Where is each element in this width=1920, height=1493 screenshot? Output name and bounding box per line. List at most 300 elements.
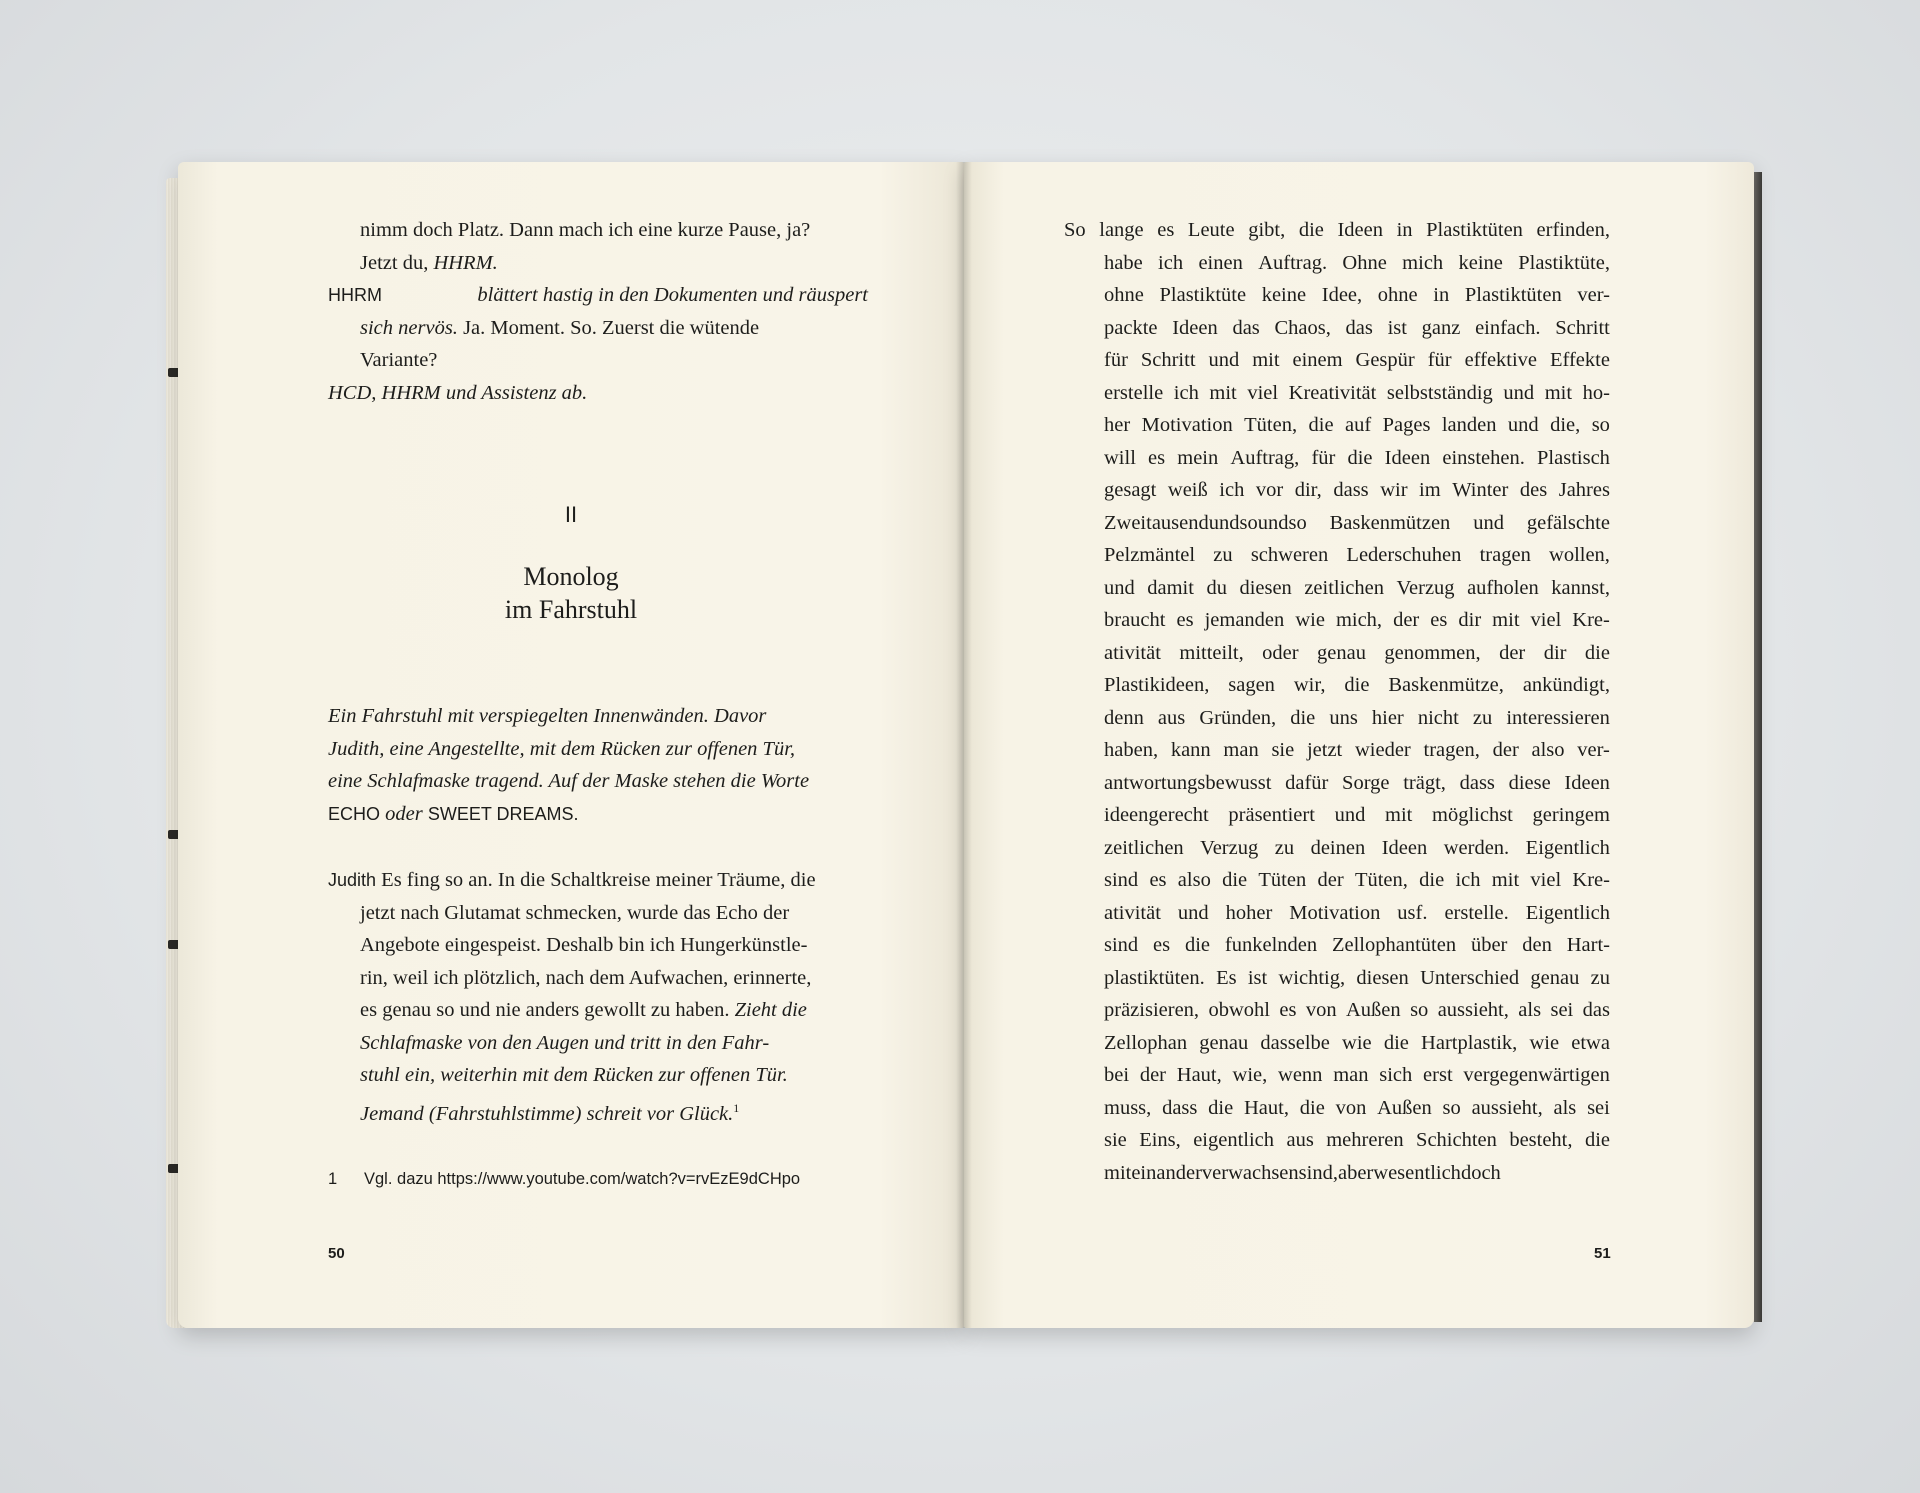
word: möglichst	[1432, 804, 1513, 826]
word: einfach.	[1475, 316, 1541, 339]
footnote	[328, 1170, 800, 1189]
word: ideengerecht	[1104, 804, 1209, 826]
left-page	[178, 162, 964, 1328]
word: zeitlichen	[1304, 576, 1384, 599]
word: zu	[1472, 706, 1493, 729]
word: die	[1308, 414, 1334, 436]
word: viel	[1247, 381, 1279, 404]
word: ist	[1387, 316, 1407, 339]
word: usf.	[1397, 901, 1428, 924]
word: die	[1347, 446, 1373, 469]
word: die	[1383, 1031, 1409, 1054]
text-line	[1104, 1059, 1610, 1092]
word: so	[1410, 999, 1429, 1021]
word: tragen,	[1423, 739, 1480, 761]
word: sind	[1104, 869, 1139, 891]
word: dafür	[1285, 771, 1329, 794]
left-page-text	[328, 214, 868, 409]
word: besteht,	[1509, 1129, 1573, 1151]
text-line	[1104, 929, 1610, 962]
word: und	[1473, 511, 1504, 534]
text-line: jetzt nach Glutamat schmecken, wurde das Echo der	[360, 901, 790, 924]
text-line	[1104, 702, 1610, 735]
word: viel	[1530, 869, 1562, 891]
word: aussieht,	[1471, 1096, 1543, 1119]
text-line	[1104, 539, 1610, 572]
word: diesen	[1239, 576, 1292, 599]
word: es	[1430, 609, 1448, 631]
word: erst	[1423, 1064, 1453, 1086]
word: Außen	[1377, 1096, 1432, 1119]
word: also	[1531, 739, 1565, 761]
word: Leute	[1187, 219, 1235, 241]
text-line: Jemand (Fahrstuhlstimme) schreit vor Glück.$^1$	[360, 1100, 740, 1125]
word: das	[1582, 999, 1610, 1021]
word: dir	[1543, 641, 1567, 664]
text-line	[1104, 604, 1610, 637]
exit-direction: HCD, HHRM und Assistenz ab.	[328, 381, 588, 404]
word: vergegenwärtigen	[1463, 1064, 1610, 1086]
word: Eins,	[1139, 1129, 1181, 1151]
word: die	[1584, 641, 1610, 664]
word: gefälschte	[1526, 511, 1610, 534]
word: keine	[1458, 251, 1503, 274]
text-line	[1104, 669, 1610, 702]
word: Kreativität	[1288, 381, 1377, 404]
word: in	[1433, 284, 1450, 306]
word: Gespür	[1355, 349, 1415, 371]
word: Es	[1216, 966, 1237, 989]
word: doch	[1460, 1161, 1501, 1184]
word: der	[1492, 739, 1519, 761]
word: Hart-	[1566, 934, 1610, 956]
monologue	[328, 864, 858, 1130]
word: man	[1333, 1064, 1369, 1086]
word: Plastiktüten	[1426, 219, 1523, 241]
word: Ideen	[1564, 771, 1610, 794]
word: Schichten	[1416, 1129, 1497, 1151]
footnote-number: 1	[328, 1170, 338, 1188]
text-line	[1104, 832, 1610, 865]
word: so	[1442, 1096, 1461, 1119]
word: etwa	[1571, 1031, 1610, 1054]
word: auf	[1344, 414, 1372, 436]
text-line	[1104, 377, 1610, 410]
word: und	[1507, 414, 1539, 436]
word: eigentlich	[1193, 1129, 1275, 1151]
word: Plastiktüte,	[1518, 251, 1610, 274]
word: und	[1208, 349, 1240, 371]
word: Tüten	[1258, 869, 1307, 891]
word: genau	[1317, 641, 1366, 664]
word: dass	[1459, 771, 1495, 794]
word: her	[1104, 414, 1131, 436]
open-book	[178, 162, 1748, 1328]
word: Haut,	[1243, 1096, 1289, 1119]
word: der	[1393, 609, 1420, 631]
word: Zellophantüten	[1331, 934, 1457, 956]
word: Außen	[1346, 999, 1401, 1021]
word: wieder	[1354, 739, 1411, 761]
word: weiß	[1167, 479, 1208, 501]
word: die	[1298, 219, 1324, 241]
stage-direction: sich nervös.	[360, 316, 458, 339]
word: jetzt	[1306, 739, 1343, 761]
word: es	[1157, 219, 1175, 241]
word: Plastikideen,	[1104, 674, 1210, 696]
word: aus	[1157, 706, 1186, 729]
word: präsentiert	[1228, 804, 1315, 826]
word: genommen,	[1384, 641, 1481, 664]
word: Baskenmütze,	[1388, 674, 1504, 696]
word: und	[1104, 576, 1135, 599]
word: mit	[1491, 869, 1520, 891]
word: So	[1064, 219, 1086, 241]
word: mit	[1209, 381, 1237, 404]
stage-line: eine Schlafmaske tragend. Auf der Maske stehen die Worte	[328, 770, 810, 792]
word: einen	[1198, 251, 1243, 274]
word: sind	[1104, 934, 1139, 956]
word: ativität	[1104, 901, 1161, 924]
stage-line: Ein Fahrstuhl mit verspiegelten Innenwänden. Davor	[328, 705, 767, 727]
word: und	[1177, 901, 1209, 924]
stage-line: Judith, eine Angestellte, mit dem Rücken zur offenen Tür,	[328, 737, 796, 760]
word: als	[1518, 999, 1542, 1021]
word: viel	[1530, 609, 1562, 631]
word: sie	[1104, 1129, 1127, 1151]
word: Pages	[1382, 414, 1431, 436]
word: mit	[1252, 349, 1280, 371]
word: aus	[1286, 1129, 1314, 1151]
word: interessieren	[1506, 706, 1610, 729]
word: Chaos,	[1274, 316, 1331, 339]
word: Tüten,	[1244, 414, 1298, 436]
word: von	[1335, 1096, 1367, 1119]
text-line: nimm doch Platz. Dann mach ich eine kurze Pause, ja?	[360, 219, 811, 241]
text-line	[1104, 247, 1610, 280]
word: genau	[1199, 1031, 1249, 1054]
word: mein	[1177, 446, 1219, 469]
stage-line: ECHO oder SWEET DREAMS.	[328, 802, 579, 825]
word: die	[1184, 934, 1211, 956]
text-line	[1104, 474, 1610, 507]
word: für	[1311, 446, 1336, 469]
word: Effekte	[1550, 349, 1610, 371]
word: dass	[1162, 1096, 1198, 1119]
word: ohne	[1104, 284, 1144, 306]
text-line	[1104, 1092, 1610, 1125]
word: als	[1553, 1096, 1577, 1119]
word: werden.	[1443, 836, 1510, 859]
footnote-marker: 1	[733, 1100, 740, 1115]
word: Zweitausendundsoundso	[1104, 511, 1307, 534]
word: Tüten,	[1354, 869, 1408, 891]
word: mit	[1385, 804, 1413, 826]
word: es	[1149, 869, 1167, 891]
right-page	[964, 162, 1754, 1328]
word: Auftrag,	[1230, 446, 1300, 469]
word: Baskenmützen	[1329, 511, 1451, 534]
word: damit	[1147, 576, 1194, 599]
text-line	[1104, 767, 1610, 800]
word: und	[1503, 381, 1535, 404]
word: des	[1519, 479, 1548, 501]
word: landen	[1441, 414, 1497, 436]
word: effektive	[1464, 349, 1538, 371]
text-line	[328, 279, 868, 312]
word: wie,	[1232, 1064, 1268, 1086]
word: dass	[1333, 479, 1369, 501]
word: gibt,	[1248, 219, 1286, 241]
word: Motivation	[1289, 901, 1381, 924]
word: wie	[1295, 609, 1325, 631]
text-line	[328, 312, 868, 345]
text-line: rin, weil ich plötzlich, nach dem Aufwachen, erinnerte,	[360, 966, 812, 989]
word: Auftrag.	[1258, 251, 1328, 274]
word: verwachsen	[1201, 1161, 1299, 1184]
word: Verzug	[1200, 836, 1259, 859]
book-gutter	[956, 162, 972, 1328]
word: es	[1279, 999, 1297, 1021]
word: zu	[1590, 966, 1610, 989]
word: ich	[1158, 251, 1184, 274]
word: einstehen.	[1442, 446, 1525, 469]
section-title	[178, 560, 964, 626]
stage-direction: blättert hastig in den Dokumenten und räuspert	[477, 284, 868, 306]
word: die	[1344, 674, 1370, 696]
word: Gründen,	[1199, 706, 1277, 729]
word: wesentlich	[1373, 1161, 1461, 1184]
text-line: es genau so und nie anders gewollt zu haben. Zieht die	[360, 999, 807, 1021]
word: Eigentlich	[1525, 901, 1610, 924]
word: mich,	[1335, 609, 1383, 631]
page-number: 51	[1594, 1245, 1611, 1262]
word: einem	[1292, 349, 1343, 371]
word: Schritt	[1555, 316, 1610, 339]
word: habe	[1104, 251, 1143, 274]
word: es	[1148, 446, 1166, 469]
word: ankündigt,	[1522, 674, 1610, 696]
word: es	[1153, 934, 1171, 956]
word: selbstständig	[1386, 381, 1493, 404]
word: Plastisch	[1537, 446, 1610, 469]
word: plastiktüten.	[1104, 966, 1205, 989]
word: das	[1232, 316, 1260, 339]
text-line	[1064, 214, 1610, 247]
word: hier	[1371, 706, 1404, 729]
word: sie	[1271, 739, 1295, 761]
word: die	[1299, 1096, 1325, 1119]
word: miteinander	[1104, 1161, 1202, 1184]
word: ich	[1455, 869, 1481, 891]
word: Ideen	[1172, 316, 1218, 339]
word: geringem	[1532, 804, 1610, 826]
word: haben,	[1104, 739, 1159, 761]
word: Idee,	[1321, 284, 1363, 306]
word: Haut,	[1176, 1064, 1222, 1086]
word: mehreren	[1326, 1129, 1404, 1151]
word: man	[1223, 739, 1259, 761]
italic-name: HHRM.	[433, 251, 498, 274]
word: mit	[1492, 609, 1520, 631]
word: ich	[1219, 479, 1245, 501]
word: Verzug	[1396, 576, 1455, 599]
word: braucht	[1104, 609, 1166, 631]
footnote-text: Vgl. dazu https://www.youtube.com/watch?v=rvEzE9dCHpo	[364, 1170, 801, 1188]
word: für	[1427, 349, 1452, 371]
text-line	[1104, 312, 1610, 345]
text-line: stuhl ein, weiterhin mit dem Rücken zur offenen Tür.	[360, 1064, 788, 1086]
word: deinen	[1310, 836, 1366, 859]
word: muss,	[1104, 1096, 1152, 1119]
word: tragen	[1479, 544, 1531, 566]
text-line	[1104, 994, 1610, 1027]
word: sei	[1587, 1096, 1610, 1119]
word: die,	[1550, 414, 1581, 436]
word: diesen	[1356, 966, 1409, 989]
word: wichtig,	[1278, 966, 1346, 989]
text-line	[1104, 344, 1610, 377]
word: in	[1396, 219, 1413, 241]
section-title-line: im Fahrstuhl	[504, 595, 638, 624]
word: so	[1591, 414, 1610, 436]
word: mitteilt,	[1179, 641, 1244, 664]
right-page-text	[1064, 214, 1610, 1189]
word: Winter	[1452, 479, 1509, 501]
word: bei	[1104, 1064, 1130, 1086]
word: Kre-	[1572, 609, 1610, 631]
word: kannst,	[1551, 576, 1610, 599]
word: packte	[1104, 316, 1158, 339]
text-line	[1104, 279, 1610, 312]
dialogue-text: Ja. Moment. So. Zuerst die wütende	[463, 316, 760, 339]
text-line	[1104, 962, 1610, 995]
word: ver-	[1577, 739, 1610, 761]
word: Lederschuhen	[1346, 544, 1462, 566]
word: der	[1499, 641, 1526, 664]
word: aufholen	[1467, 576, 1539, 599]
word: aussieht,	[1437, 999, 1509, 1021]
word: keine	[1261, 284, 1307, 306]
word: Kre-	[1572, 869, 1610, 891]
word: für	[1104, 349, 1128, 371]
word: den	[1522, 934, 1552, 956]
word: Ideen	[1381, 836, 1428, 859]
word: Pelzmäntel	[1104, 544, 1196, 566]
word: zu	[1274, 836, 1295, 859]
text-line	[1104, 442, 1610, 475]
word: Hartplastik,	[1421, 1031, 1518, 1054]
word: der	[1139, 1064, 1166, 1086]
word: Plastiktüten	[1464, 284, 1562, 306]
word: Plastiktüte	[1159, 284, 1247, 306]
word: ganz	[1421, 316, 1461, 339]
word: über	[1470, 934, 1508, 956]
word: es	[1176, 609, 1194, 631]
text-line	[1104, 572, 1610, 605]
word: ativität	[1104, 641, 1161, 664]
word: also	[1177, 869, 1211, 891]
text-line	[1104, 409, 1610, 442]
word: ist	[1247, 966, 1268, 989]
word: aber	[1337, 1161, 1374, 1184]
text-line: Judith Es fing so an. In die Schaltkreise meiner Träume, die	[328, 869, 816, 891]
word: lange	[1099, 219, 1144, 241]
word: Ideen	[1337, 219, 1383, 241]
word: obwohl	[1208, 999, 1270, 1021]
word: mich	[1402, 251, 1444, 274]
word: dir	[1458, 609, 1482, 631]
word: gesagt	[1104, 479, 1157, 501]
word: die	[1290, 706, 1316, 729]
word: oder	[1262, 641, 1299, 664]
word: du	[1206, 576, 1227, 599]
section-title-line: Monolog	[523, 562, 619, 591]
word: Zellophan	[1104, 1031, 1188, 1054]
word: präzisieren,	[1104, 999, 1200, 1021]
word: hoher	[1225, 901, 1273, 924]
word: wie	[1342, 1031, 1372, 1054]
word: Motivation	[1141, 414, 1233, 436]
word: zu	[1213, 544, 1233, 566]
word: die	[1419, 869, 1445, 891]
text-line	[1104, 799, 1610, 832]
word: Ohne	[1342, 251, 1387, 274]
page-number: 50	[328, 1245, 345, 1262]
text-line	[1104, 864, 1610, 897]
word: wenn	[1278, 1064, 1323, 1086]
word: ich	[1173, 381, 1199, 404]
speaker-label: Judith	[328, 870, 377, 890]
word: der	[1317, 869, 1344, 891]
word: erstelle.	[1444, 901, 1509, 924]
word: vor	[1255, 479, 1284, 501]
word: wir,	[1293, 674, 1326, 696]
word: denn	[1104, 706, 1144, 729]
word: erstelle	[1104, 381, 1164, 404]
word: wollen,	[1549, 544, 1610, 566]
word: schweren	[1250, 544, 1329, 566]
word: will	[1104, 446, 1136, 469]
text-line: Angebote eingespeist. Deshalb bin ich Hungerkünstle-	[360, 934, 808, 956]
word: Jahres	[1558, 479, 1610, 501]
word: trägt,	[1403, 771, 1446, 794]
text-line	[1104, 1027, 1610, 1060]
text-line	[1104, 897, 1610, 930]
word: jemanden	[1204, 609, 1285, 631]
word: Eigentlich	[1525, 836, 1610, 859]
word: die	[1208, 1096, 1234, 1119]
word: antwortungsbewusst	[1104, 771, 1272, 794]
word: wie	[1529, 1031, 1560, 1054]
word: sagen	[1228, 674, 1275, 696]
word: funkelnden	[1224, 934, 1318, 956]
text-line	[1104, 637, 1610, 670]
word: erfinden,	[1536, 219, 1610, 241]
word: Sorge	[1342, 771, 1390, 794]
text-line	[1104, 734, 1610, 767]
word: dir,	[1294, 479, 1322, 501]
word: genau	[1530, 966, 1580, 989]
text-line: Jetzt du, HHRM.	[360, 251, 498, 274]
word: diese	[1508, 771, 1551, 794]
word: im	[1419, 479, 1441, 501]
word: und	[1334, 804, 1366, 826]
word: dasselbe	[1260, 1031, 1330, 1054]
word: ohne	[1377, 284, 1418, 306]
word: Schritt	[1140, 349, 1196, 371]
text-line: Schlafmaske von den Augen und tritt in den Fahr-	[360, 1031, 770, 1054]
